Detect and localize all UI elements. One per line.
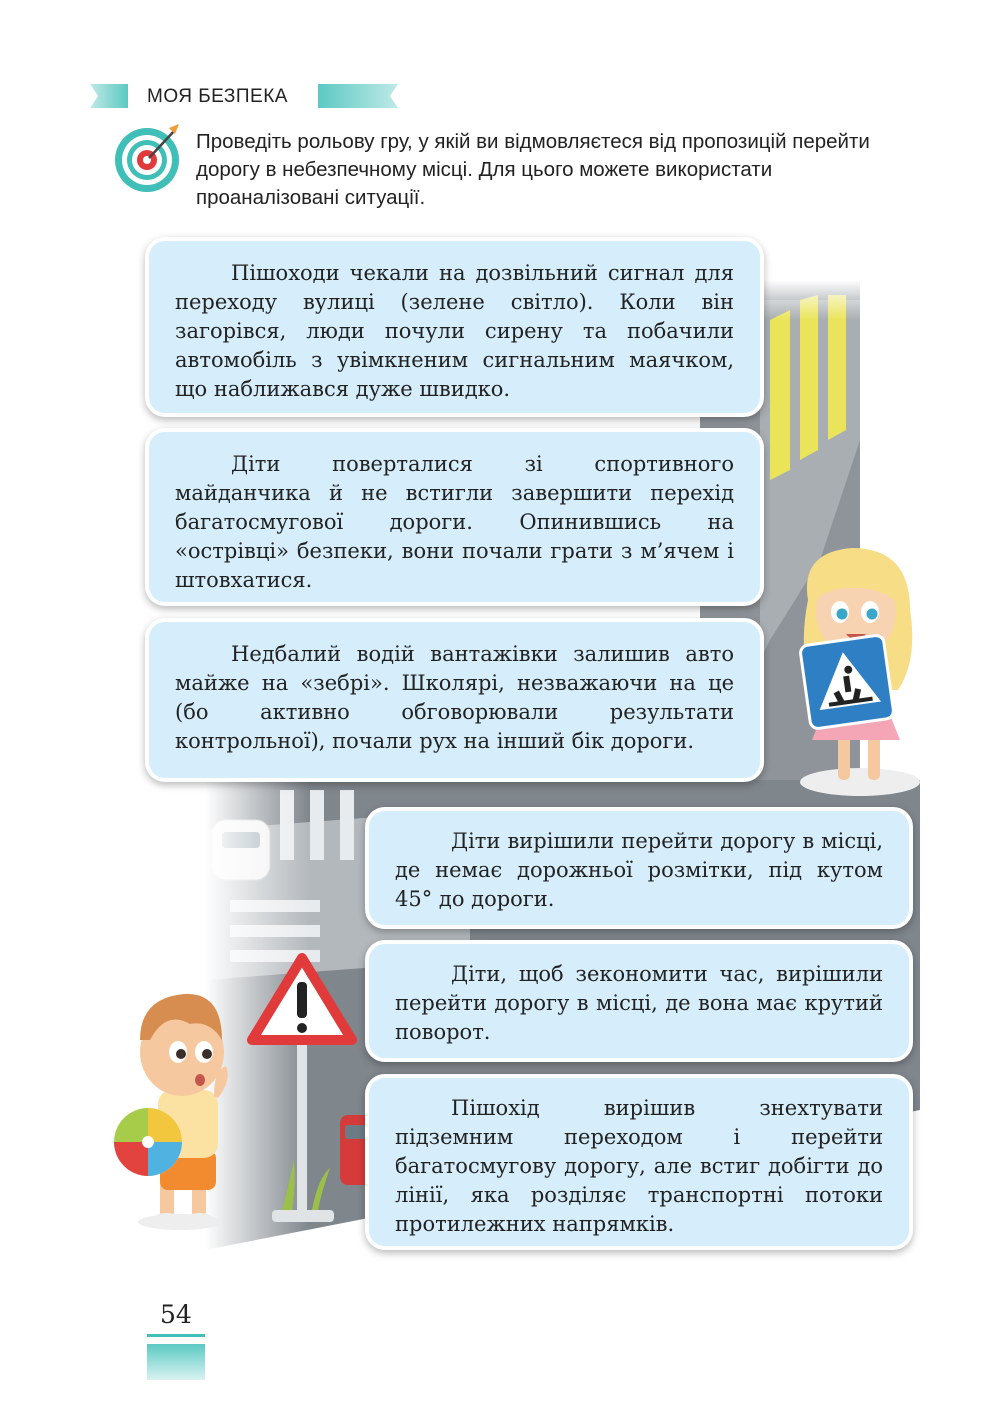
situation-text-4: Діти вирішили перейти дорогу в місці, де немає дорожньої розмітки, під кутом 45° до дороги. (395, 829, 883, 911)
section-title: МОЯ БЕЗПЕКА (147, 86, 288, 107)
situation-card-3 (145, 618, 764, 782)
beach-ball-icon (114, 1108, 182, 1176)
page-number-underline (147, 1334, 205, 1337)
task-text: Проведіть рольову гру, у якій ви відмовляєтеся від пропозицій перейти дорогу в небезпечному місці. Для цього можете використати проаналізовані ситуації. (196, 130, 870, 209)
situation-card-1 (145, 237, 764, 417)
page-number: 54 (160, 1300, 192, 1329)
situation-card-6 (365, 1074, 913, 1250)
situation-text-6: Пішохід вирішив знехтувати підземним переходом і перейти багатосмугову дорогу, але встиг добігти до лінії, яка розділяє транспортні потоки протилежних напрямків. (395, 1096, 883, 1236)
situation-card-2 (145, 428, 764, 606)
pedestrian-crossing-sign-icon (800, 635, 895, 730)
situation-text-2: Діти поверталися зі спортивного майданчика й не встигли завершити перехід багатосмугової дороги. Опинившись на «острівці» безпеки, вони почали грати з м’ячем і штовхатися. (175, 452, 734, 592)
situation-card-4 (365, 807, 913, 929)
situation-text-1: Пішоходи чекали на дозвільний сигнал для переходу вулиці (зелене світло). Коли він загорівся, люди почули сирену та побачили автомобіль з увімкненим сигнальним маячком, що наближався дуже швидко. (175, 261, 734, 401)
situation-text-5: Діти, щоб зекономити час, вирішили перейти дорогу в місці, де вона має крутий поворот. (395, 962, 883, 1044)
situation-text-3: Недбалий водій вантажівки залишив авто майже на «зебрі». Школярі, незважаючи на це (бо активно обговорювали результати контрольної), почали рух на інший бік дороги. (175, 642, 734, 753)
page-number-block (147, 1344, 205, 1380)
situation-card-5 (365, 940, 913, 1062)
